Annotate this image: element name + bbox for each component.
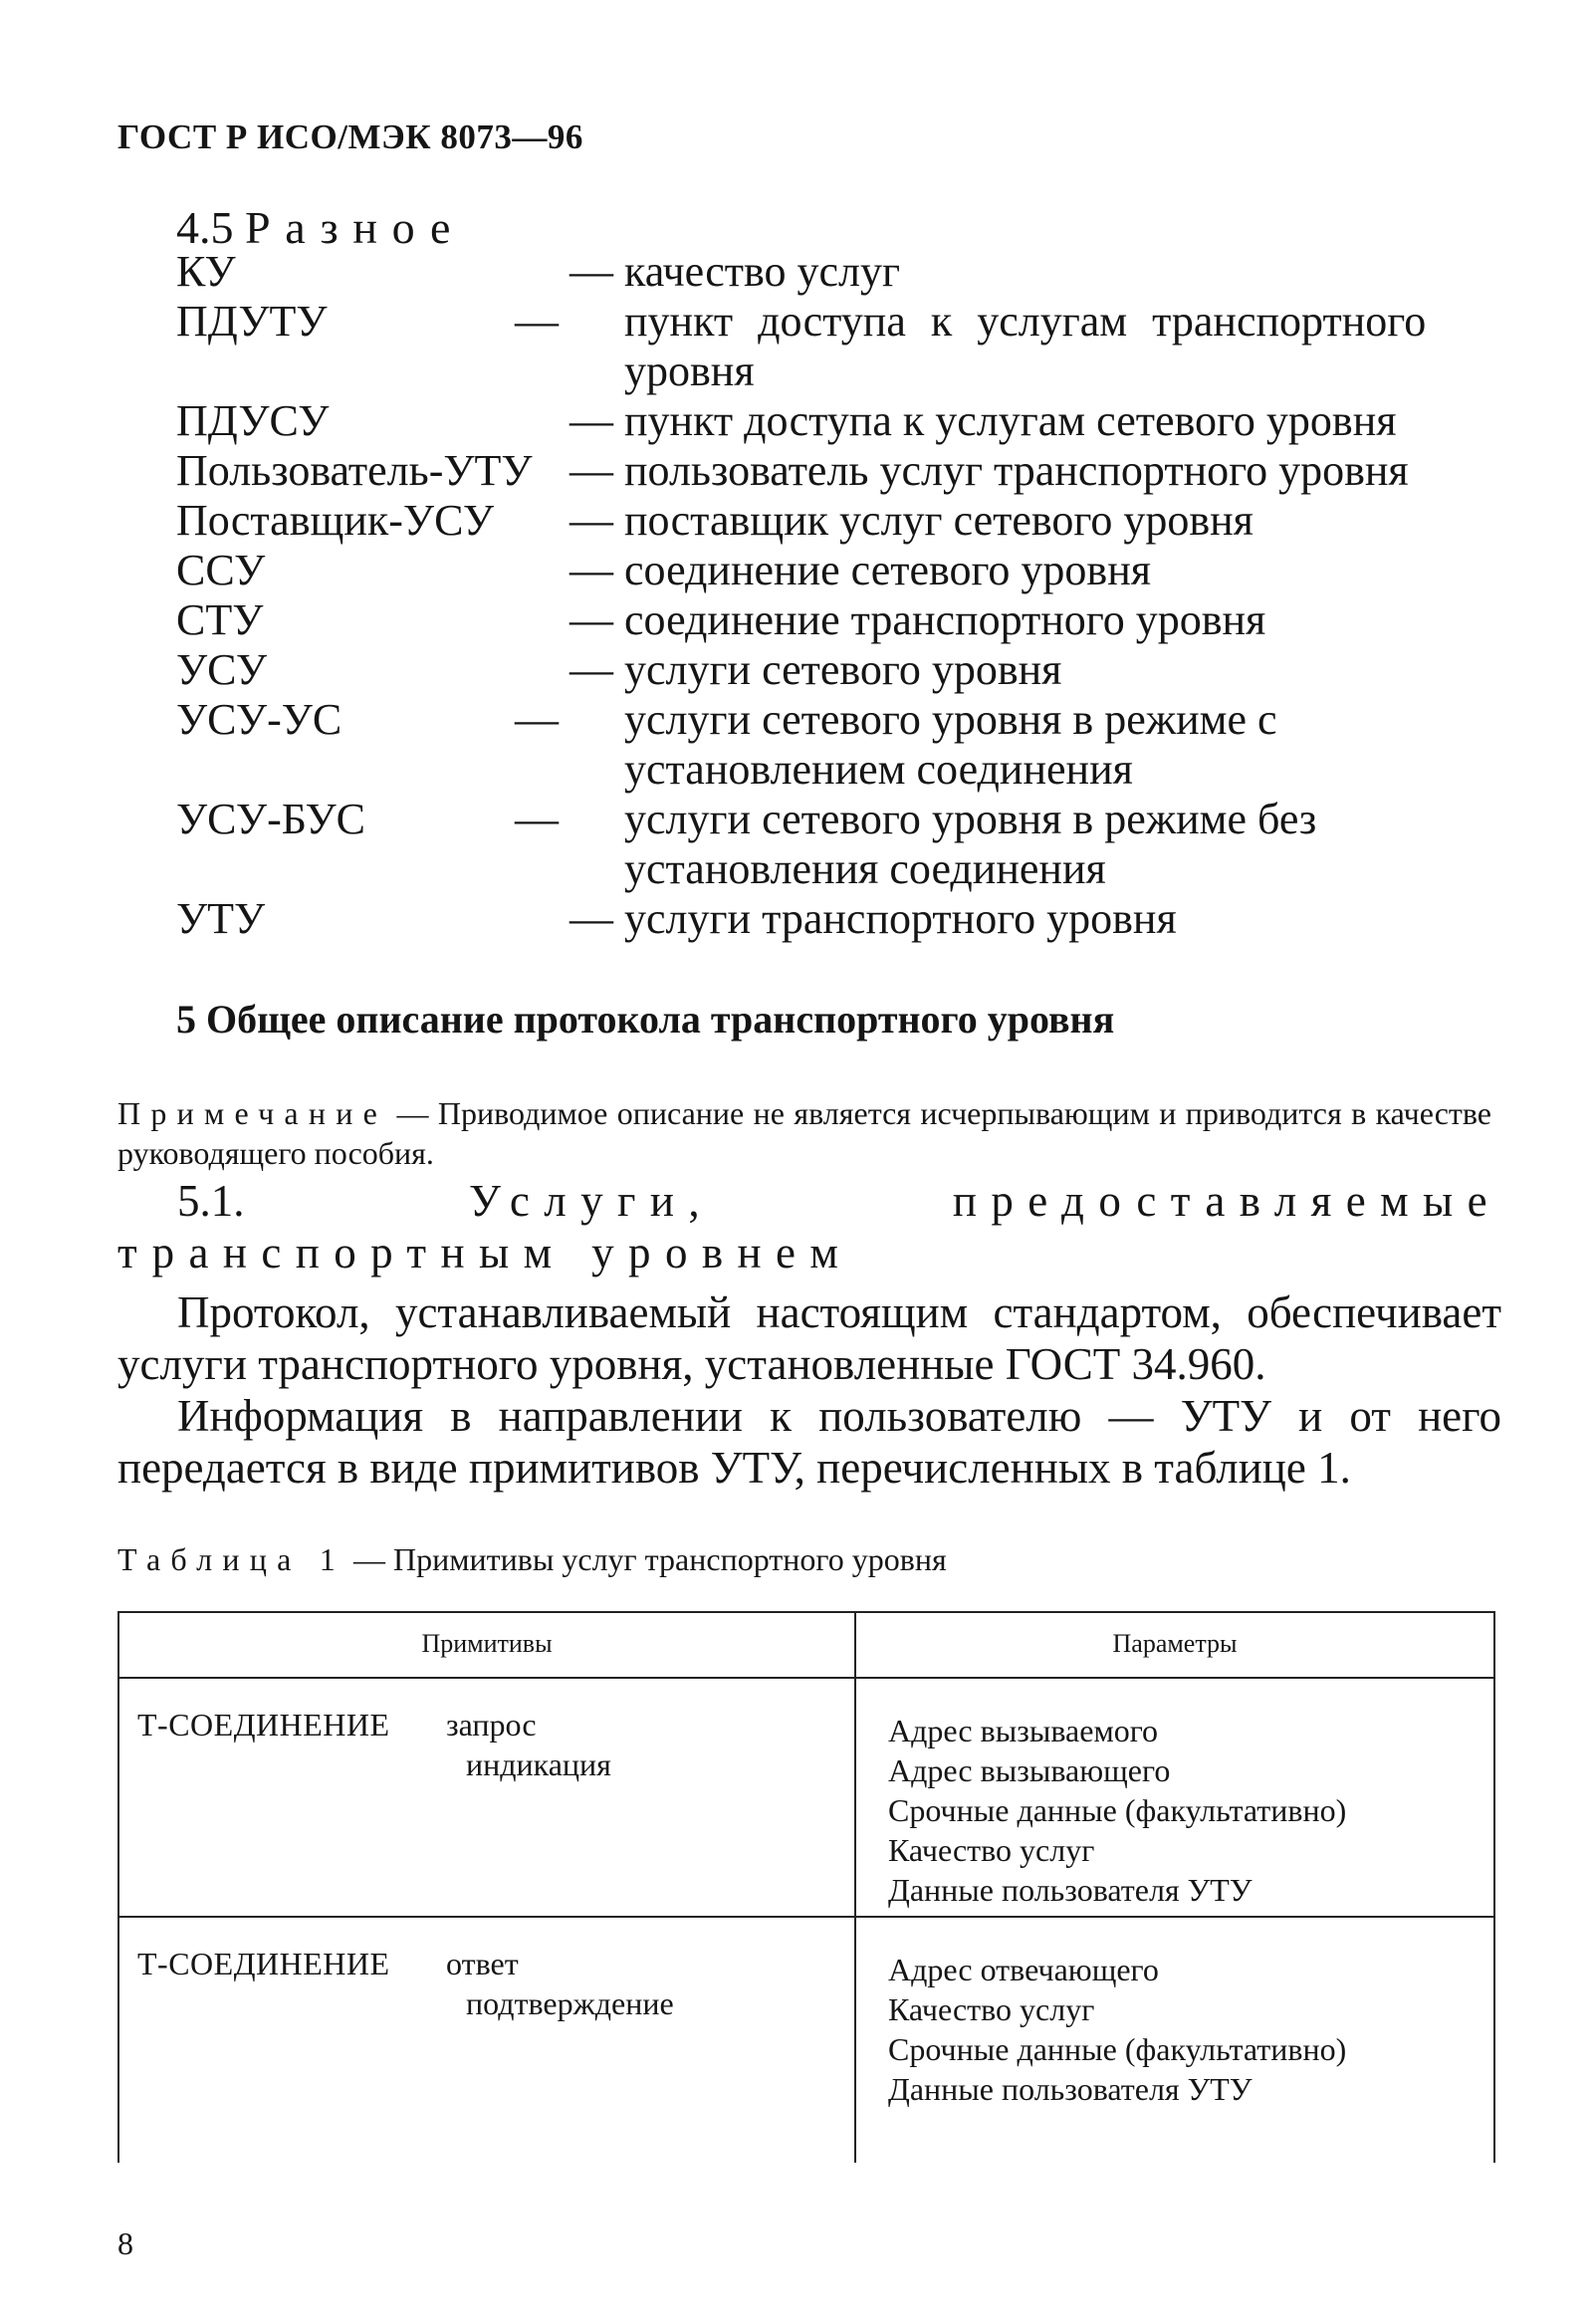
page-number: 8 (117, 2225, 133, 2261)
abbreviation-definition: качество услуг (624, 247, 900, 296)
abbreviation-row (176, 595, 1500, 645)
table-cell-parameters (888, 1950, 1346, 2109)
dash: — (515, 297, 559, 346)
abbreviation-term: ПДУСУ (176, 396, 330, 445)
abbreviation-term: КУ (176, 247, 236, 296)
parameter: Срочные данные (факультативно) (888, 1792, 1347, 1828)
abbreviation-row (176, 645, 1500, 695)
dash: — (515, 695, 559, 744)
abbreviation-definition: соединение транспортного уровня (624, 595, 1266, 644)
parameter: Срочные данные (факультативно) (888, 2031, 1347, 2067)
abbreviation-row (176, 695, 1500, 795)
abbreviation-row (176, 795, 1500, 894)
dash: — (570, 546, 613, 594)
dash: — (515, 795, 559, 843)
primitive-subtype: запрос (446, 1707, 537, 1742)
dash: — (570, 894, 613, 943)
row-divider (119, 1916, 1493, 1918)
abbreviation-definition: соединение сетевого уровня (624, 546, 1151, 594)
abbreviation-definition: услуги сетевого уровня (624, 645, 1062, 694)
table-cell-primitive (137, 1944, 674, 2023)
abbreviation-row (176, 496, 1500, 546)
dash: — (570, 247, 613, 296)
paragraph: Информация в направлении к пользователю — УТУ и от него передается в виде примитивов УТУ, перечисленных в таблице 1. (117, 1391, 1501, 1493)
primitive-name: Т-СОЕДИНЕНИЕ (137, 1707, 390, 1742)
dash: — (570, 446, 613, 495)
primitive-subtype: ответ (446, 1946, 519, 1981)
parameter: Качество услуг (888, 1991, 1095, 2027)
table-caption-text: — Примитивы услуг транспортного уровня (353, 1541, 947, 1577)
primitive-name: Т-СОЕДИНЕНИЕ (137, 1946, 390, 1981)
primitive-subtype: подтверждение (466, 1985, 674, 2021)
note-label: Примечание (117, 1095, 388, 1131)
column-divider (854, 1613, 856, 2163)
table-caption (117, 1541, 947, 1578)
parameter: Адрес вызывающего (888, 1752, 1171, 1788)
section-title: Услуги, предоставляемые транспортным уровнем (117, 1176, 1502, 1278)
abbreviation-row (176, 247, 1500, 297)
section-number: 5.1. (177, 1176, 245, 1226)
table-caption-label: Таблица 1 (117, 1541, 346, 1577)
section-number: 4.5 (176, 202, 234, 253)
primitive-subtype: индикация (466, 1746, 611, 1782)
abbreviation-row (176, 297, 1500, 396)
parameter: Адрес вызываемого (888, 1713, 1159, 1748)
abbreviation-term: ССУ (176, 546, 266, 594)
abbreviation-definition: поставщик услуг сетевого уровня (624, 496, 1254, 545)
table-cell-primitive (137, 1705, 611, 1784)
section-title: Разное (245, 202, 466, 253)
dash: — (570, 595, 613, 644)
abbreviation-list (176, 247, 1500, 944)
document-header: ГОСТ Р ИСО/МЭК 8073—96 (117, 117, 583, 156)
parameter: Адрес отвечающего (888, 1952, 1159, 1987)
note (117, 1093, 1491, 1173)
abbreviation-term: Поставщик-УСУ (176, 496, 494, 545)
parameter: Данные пользователя УТУ (888, 2071, 1253, 2107)
abbreviation-definition: пункт доступа к услугам сетевого уровня (624, 396, 1397, 445)
abbreviation-definition: пункт доступа к услугам транспортного уровня (624, 297, 1427, 395)
dash: — (570, 396, 613, 445)
abbreviation-row (176, 894, 1500, 944)
abbreviation-definition: услуги сетевого уровня в режиме без установления соединения (624, 795, 1317, 893)
primitives-table (117, 1611, 1495, 2163)
table-header-parameters: Параметры (1112, 1629, 1238, 1658)
row-divider (119, 1677, 1493, 1679)
abbreviation-definition: услуги сетевого уровня в режиме с установлением соединения (624, 695, 1277, 794)
section-5-1-heading (117, 1175, 1501, 1278)
section-5-heading: 5 Общее описание протокола транспортного уровня (176, 997, 1115, 1042)
note-text: — Приводимое описание не является исчерпывающим и приводится в качестве руководящего пособия. (117, 1095, 1492, 1171)
abbreviation-term: УСУ (176, 645, 268, 694)
dash: — (570, 645, 613, 694)
parameter: Данные пользователя УТУ (888, 1872, 1253, 1908)
abbreviation-term: УСУ-БУС (176, 795, 365, 843)
dash: — (570, 496, 613, 545)
abbreviation-row (176, 396, 1500, 446)
parameter: Качество услуг (888, 1832, 1095, 1868)
paragraph: Протокол, устанавливаемый настоящим стандартом, обеспечивает услуги транспортного уровня, установленные ГОСТ 34.960. (117, 1287, 1501, 1389)
abbreviation-row (176, 546, 1500, 595)
abbreviation-term: ПДУТУ (176, 297, 328, 346)
abbreviation-term: УТУ (176, 894, 266, 943)
abbreviation-row (176, 446, 1500, 496)
abbreviation-term: Пользователь-УТУ (176, 446, 533, 495)
table-header-primitives: Примитивы (421, 1629, 553, 1658)
abbreviation-definition: услуги транспортного уровня (624, 894, 1177, 943)
abbreviation-term: УСУ-УС (176, 695, 342, 744)
table-cell-parameters (888, 1711, 1346, 1910)
abbreviation-term: СТУ (176, 595, 264, 644)
abbreviation-definition: пользователь услуг транспортного уровня (624, 446, 1409, 495)
